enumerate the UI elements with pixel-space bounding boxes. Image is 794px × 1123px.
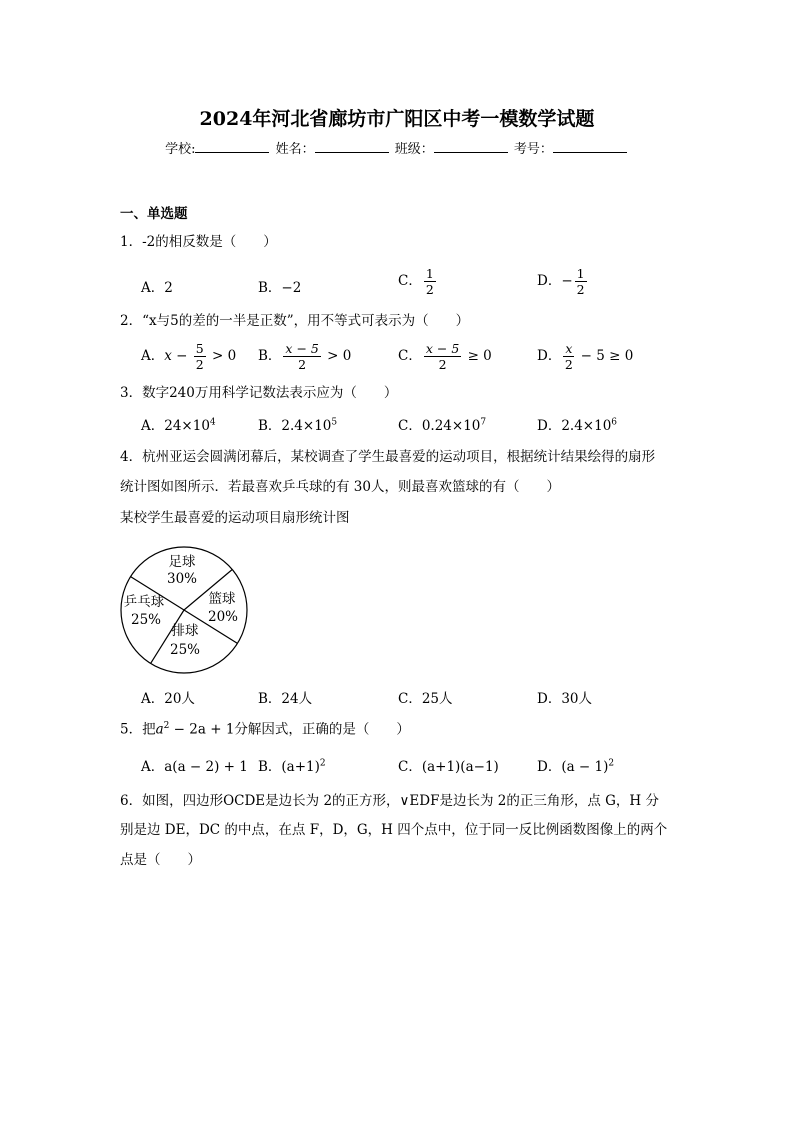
page-title: 2024年河北省廊坊市广阳区中考一模数学试题 bbox=[199, 108, 595, 130]
chart-title: 某校学生最喜爱的运动项目扇形统计图 bbox=[120, 510, 350, 526]
question-5-stem: 5．把$a^2 - 2a + 1$分解因式，正确的是（ ） bbox=[120, 721, 410, 738]
fraction: $\frac{x - 5}{2}$ bbox=[285, 341, 319, 372]
question-6-line-3: 点是（ ） bbox=[120, 852, 201, 868]
number-blank[interactable] bbox=[553, 152, 627, 153]
question-1-stem: 1．-2的相反数是（ ） bbox=[120, 234, 277, 250]
slice-label-basketball: 篮球 bbox=[208, 591, 236, 607]
q2-option-b[interactable]: B． $\frac{x - 5}{2}$ > 0 bbox=[258, 341, 352, 372]
q4-option-d[interactable]: D．30人 bbox=[537, 691, 593, 707]
question-4-line-2: 统计图如图所示．若最喜欢乒乓球的有 30人，则最喜欢篮球的有（ ） bbox=[120, 479, 560, 495]
q3-option-a[interactable]: A．$24\times 10^4$ bbox=[141, 417, 216, 434]
school-blank[interactable] bbox=[195, 152, 269, 153]
question-3-stem: 3．数字240万用科学记数法表示应为（ ） bbox=[120, 385, 398, 401]
q3-option-d[interactable]: D．$2.4\times 10^6$ bbox=[537, 417, 618, 434]
q5-option-d[interactable]: D．$(a - 1)^2$ bbox=[537, 758, 615, 775]
name-blank[interactable] bbox=[315, 152, 389, 153]
q4-option-c[interactable]: C．25人 bbox=[398, 691, 453, 707]
class-label: 班级： bbox=[394, 142, 434, 157]
number-label: 考号： bbox=[513, 142, 553, 157]
fraction: $\frac{1}{2}$ bbox=[425, 266, 434, 297]
fraction: $\frac{5}{2}$ bbox=[195, 341, 204, 372]
q1-option-d[interactable]: D．− $\frac{1}{2}$ bbox=[537, 266, 585, 297]
slice-value-pingpong: 25% bbox=[130, 612, 162, 628]
question-6-line-1: 6．如图，四边形OCDE是边长为 2的正方形，∨EDF是边长为 2的正三角形，点 G，H 分 bbox=[120, 793, 659, 809]
pie-chart bbox=[116, 540, 256, 680]
fraction: $\frac{1}{2}$ bbox=[576, 266, 585, 297]
question-2-stem: 2．“x与5的差的一半是正数”，用不等式可表示为（ ） bbox=[120, 313, 470, 329]
q2-option-d[interactable]: D． $\frac{x}{2}$ − 5 ≥ 0 bbox=[537, 341, 634, 372]
q2-option-c[interactable]: C． $\frac{x - 5}{2}$ ≥ 0 bbox=[398, 341, 492, 372]
q5-option-b[interactable]: B．$(a+1)^2$ bbox=[258, 758, 326, 775]
section-heading: 一、单选题 bbox=[120, 206, 188, 222]
student-info-line bbox=[0, 138, 794, 157]
fraction: $\frac{x - 5}{2}$ bbox=[425, 341, 460, 372]
q2-option-a[interactable]: A．x − $\frac{5}{2}$ > 0 bbox=[141, 341, 237, 372]
q1-option-b[interactable]: B．−2 bbox=[258, 280, 302, 296]
q5-option-c[interactable]: C．(a+1)(a−1) bbox=[398, 759, 499, 775]
slice-value-basketball: 20% bbox=[207, 609, 239, 625]
q1-option-c[interactable]: C． $\frac{1}{2}$ bbox=[398, 266, 434, 297]
question-6-line-2: 别是边 DE，DC 的中点，在点 F，D，G，H 四个点中，位于同一反比例函数图像上的两个 bbox=[120, 822, 668, 838]
question-4-line-1: 4．杭州亚运会圆满闭幕后，某校调查了学生最喜爱的运动项目，根据统计结果绘得的扇形 bbox=[120, 449, 656, 465]
q3-option-b[interactable]: B．$2.4\times 10^5$ bbox=[258, 417, 338, 434]
name-label: 姓名： bbox=[275, 142, 315, 157]
slice-label-football: 足球 bbox=[168, 554, 196, 570]
slice-label-pingpong: 乒乓球 bbox=[123, 594, 165, 610]
q5-option-a[interactable]: A．a(a − 2) + 1 bbox=[141, 759, 248, 775]
q4-option-b[interactable]: B．24人 bbox=[258, 691, 313, 707]
slice-value-volleyball: 25% bbox=[169, 642, 201, 658]
q1-option-a[interactable]: A．2 bbox=[141, 280, 173, 296]
slice-label-volleyball: 排球 bbox=[171, 623, 199, 639]
class-blank[interactable] bbox=[434, 152, 508, 153]
school-label: 学校: bbox=[165, 142, 196, 157]
slice-value-football: 30% bbox=[166, 571, 198, 587]
q3-option-c[interactable]: C．$0.24\times 10^7$ bbox=[398, 417, 487, 434]
fraction: $\frac{x}{2}$ bbox=[564, 341, 573, 372]
q4-option-a[interactable]: A．20人 bbox=[141, 691, 195, 707]
